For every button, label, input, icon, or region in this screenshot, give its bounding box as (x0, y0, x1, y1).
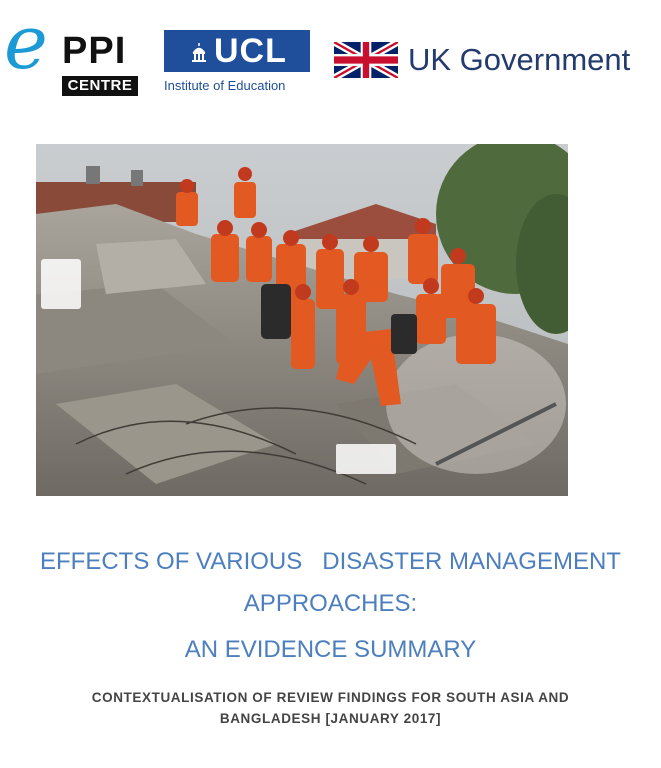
ucl-dome-icon (190, 42, 208, 62)
subtitle-line-1: CONTEXTUALISATION OF REVIEW FINDINGS FOR SOUTH ASIA AND (91, 690, 570, 705)
union-jack-flag-icon (334, 42, 398, 78)
subtitle-line-2: BANGLADESH [JANUARY 2017] (219, 711, 442, 726)
title-line-3: AN EVIDENCE SUMMARY (184, 636, 477, 663)
eppi-logo-letter: e (4, 0, 48, 86)
eppi-logo-sub: CENTRE (62, 76, 138, 96)
ucl-logo-main: UCL (214, 32, 287, 70)
ucl-logo-sub: Institute of Education (164, 78, 286, 93)
eppi-centre-logo (4, 0, 144, 104)
title-line-1: EFFECTS OF VARIOUS DISASTER MANAGEMENT (40, 548, 621, 575)
rescue-workers-photo (36, 144, 568, 496)
ucl-ioe-logo (164, 30, 314, 100)
logo-row (0, 0, 661, 110)
rescue-workers-photo-illustration (36, 144, 568, 496)
uk-government-text: UK Government (408, 42, 631, 77)
eppi-logo-main: PPI (62, 30, 127, 72)
uk-government-logo (334, 40, 654, 80)
title-line-2: APPROACHES: (243, 590, 418, 617)
subtitle (40, 687, 621, 729)
ucl-logo-box (164, 30, 310, 72)
